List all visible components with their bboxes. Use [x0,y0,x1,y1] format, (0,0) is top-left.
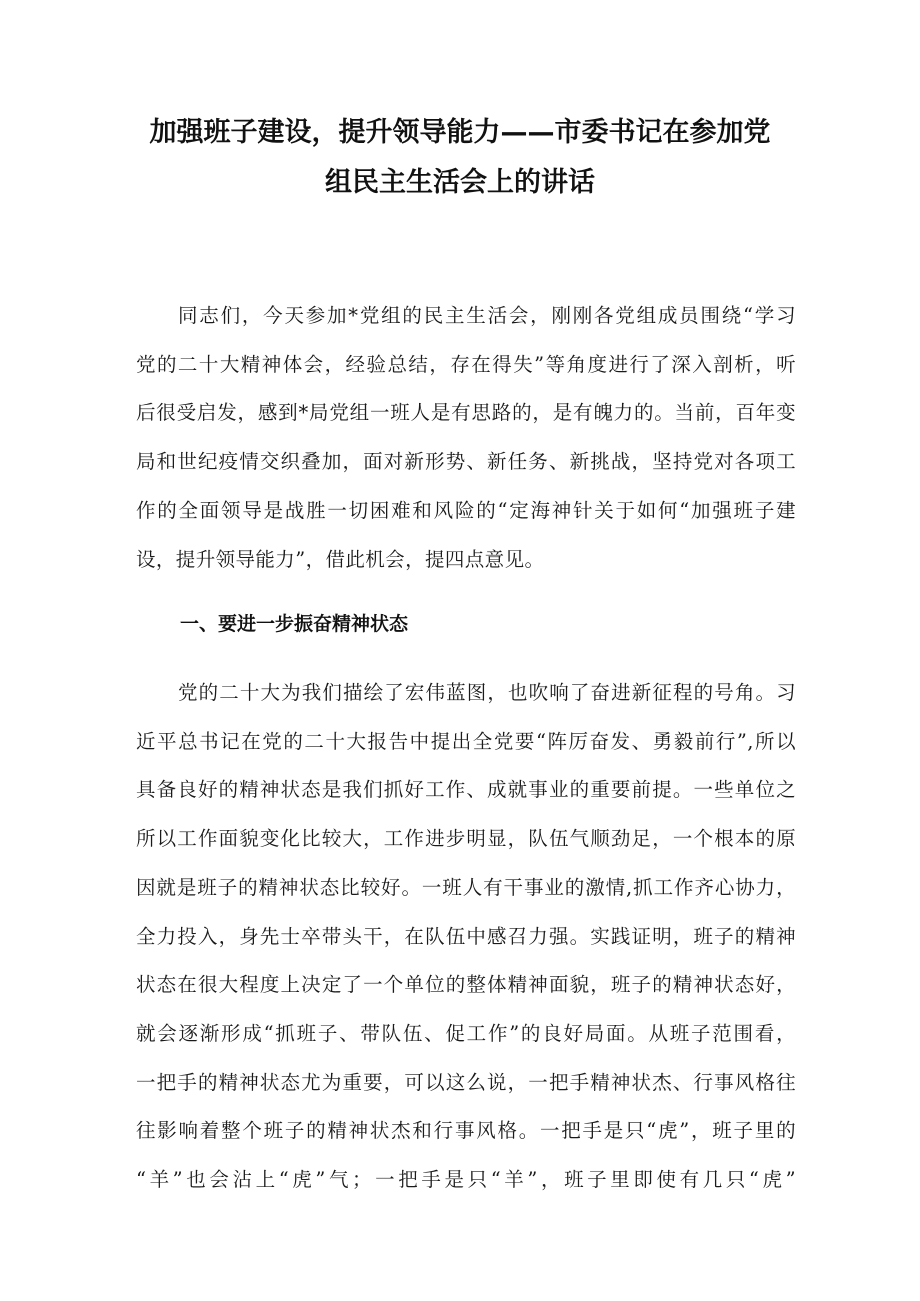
section-1-line: 全力投入，身先士卒带头干，在队伍中感召力强。实践证明，班子的精神 [136,924,796,948]
section-1-line: 一把手的精神状态尤为重要，可以这么说，一把手精神状杰、行事风格往 [136,1070,796,1094]
title-line-2: 组民主生活会上的讲话 [325,167,595,198]
section-1-line: 因就是班子的精神状态比较好。一班人有干事业的激情,抓工作齐心协力， [136,875,796,899]
section-1-line: 近平总书记在党的二十大报告中提出全党要“阵厉奋发、勇毅前行”,所以 [136,729,796,753]
section-1-line: 党的二十大为我们描绘了宏伟蓝图，也吹响了奋进新征程的号角。习 [178,681,796,704]
intro-line: 局和世纪疫情交织叠加，面对新形势、新任务、新挑战，坚持党对各项工 [136,450,796,474]
intro-paragraph [136,292,796,584]
section-1-line: 就会逐渐形成“抓班子、带队伍、促工作”的良好局面。从班子范围看， [136,1021,796,1045]
section-1-line: 状态在很大程度上决定了一个单位的整体精神面貌，班子的精神状态好， [136,973,796,997]
document-title [120,108,800,208]
intro-line: 后很受启发，感到*局党组一班人是有思路的，是有魄力的。当前，百年变 [136,401,796,425]
intro-line: 党的二十大精神体会，经验总结，存在得失”等角度进行了深入剖析，听 [136,352,796,376]
title-line-1: 加强班子建设，提升领导能力——市委书记在参加党 [149,117,771,148]
section-1-line: “羊”也会沾上“虎”气；一把手是只“羊”，班子里即使有几只“虎” [136,1168,796,1192]
section-1-line: 所以工作面貌变化比较大，工作进步明显，队伍气顺劲足，一个根本的原 [136,827,796,851]
section-1-line: 往影响着整个班子的精神状杰和行事风格。一把手是只“虎”，班子里的 [136,1119,796,1143]
intro-line: 作的全面领导是战胜一切困难和风险的“定海神针关于如何“加强班子建 [136,498,796,522]
intro-line: 设，提升领导能力”，借此机会，提四点意见。 [136,547,545,571]
section-1-heading: 一、要进一步振奋精神状态 [180,613,409,635]
section-1-paragraph [136,669,796,1205]
intro-line: 同志们，今天参加*党组的民主生活会，刚刚各党组成员围绕“学习 [178,304,796,327]
section-1-line: 具备良好的精神状态是我们抓好工作、成就事业的重要前提。一些单位之 [136,778,796,802]
